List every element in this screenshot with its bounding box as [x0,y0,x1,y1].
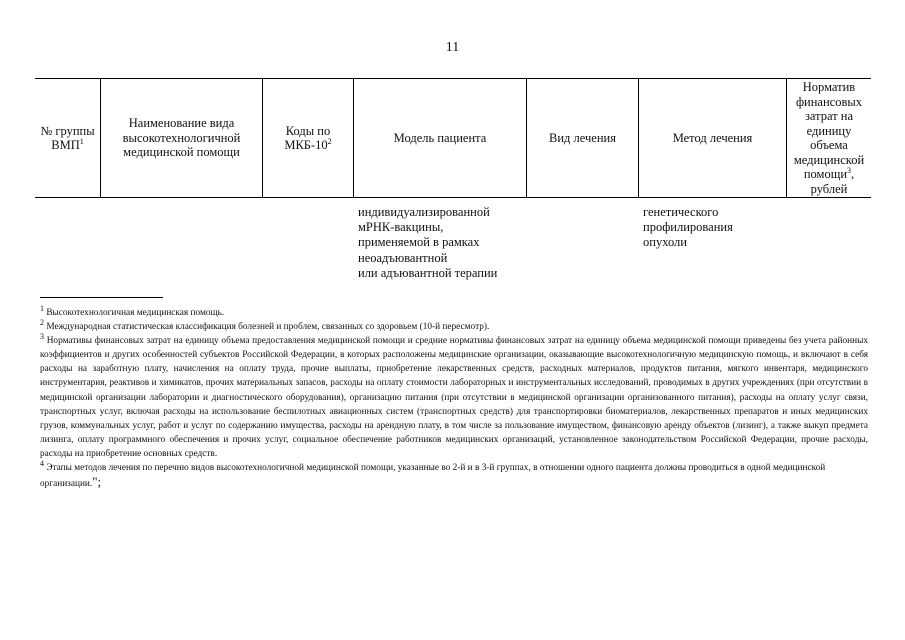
footnotes [40,303,868,491]
closing-quote-mark: "; [92,474,102,490]
header-group-number: № группы ВМП$^1$ [40,123,95,152]
footnote-2: $^2$ Международная статистическая классификация болезней и проблем, связанных со здоровьем (10-й пересмотр). [40,318,490,333]
header-patient-model: Модель пациента [393,130,487,145]
cell-patient-model: индивидуализированной мРНК-вакцины, применяемой в рамках неоадъювантной или адъювантной терапии [358,205,498,280]
header-treatment-method: Метод лечения [672,130,753,145]
footnote-3: $^3$ Нормативы финансовых затрат на единицу объема предоставления медицинской помощи и средние нормативы финансовых затрат на единицу объема медицинской помощи приведены без учета районных коэффициентов и других особенностей субъектов Российской Федерации, в которых расположены медицинские организации, оказывающие высокотехнологичную медицинскую помощь, и включают в себя расходы на заработную плату, начисления на оплату труда, прочие выплаты, приобретение лекарственных средств, расходных материалов, продуктов питания, мягкого инвентаря, медицинского инструментария, реактивов и химикатов, прочих материальных запасов, расходы на оплату стоимости лабораторных и инструментальных исследований, проводимых в других учреждениях (при отсутствии в медицинской организации лаборатории и диагностического оборудования), организацию питания (при отсутствии в медицинской организации организованного питания), расходы на оплату услуг связи, транспортных услуг, включая расходы на использование беспилотных авиационных систем (транспортных средств) для транспортировки биоматериалов, лекарственных препаратов и иных медицинских грузов, коммунальных услуг, работ и услуг по содержанию имущества, расходы на арендную плату, в том числе за пользование имуществом, финансовую аренду объектов (лизинг), а также выкуп предмета лизинга, оплату программного обеспечения и прочих услуг, социальное обеспечение работников медицинских организаций, установленное законодательством Российской Федерации, прочие расходы, расходы на приобретение основных средств. [40,332,868,459]
page-number: 11 [445,40,460,55]
header-cost-standard: Норматив финансовых затрат на единицу объема медицинской помощи$^3$, рублей [793,80,865,196]
header-treatment-type: Вид лечения [549,130,616,145]
footnote-separator [40,297,163,298]
header-care-type: Наименование вида высокотехнологичной медицинской помощи [122,116,241,160]
cell-treatment-method: генетического профилирования опухоли [643,205,733,250]
header-icd-codes: Коды по МКБ-$10^2$ [284,123,332,152]
footnote-4: $^4$ Этапы методов лечения по перечню видов высокотехнологичной медицинской помощи, указанные во 2-й и в 3-й группах, в отношении одного пациента должны проводиться в одной медицинской организации."; [40,458,826,490]
footnote-1: $^1$ Высокотехнологичная медицинская помощь. [40,303,225,318]
